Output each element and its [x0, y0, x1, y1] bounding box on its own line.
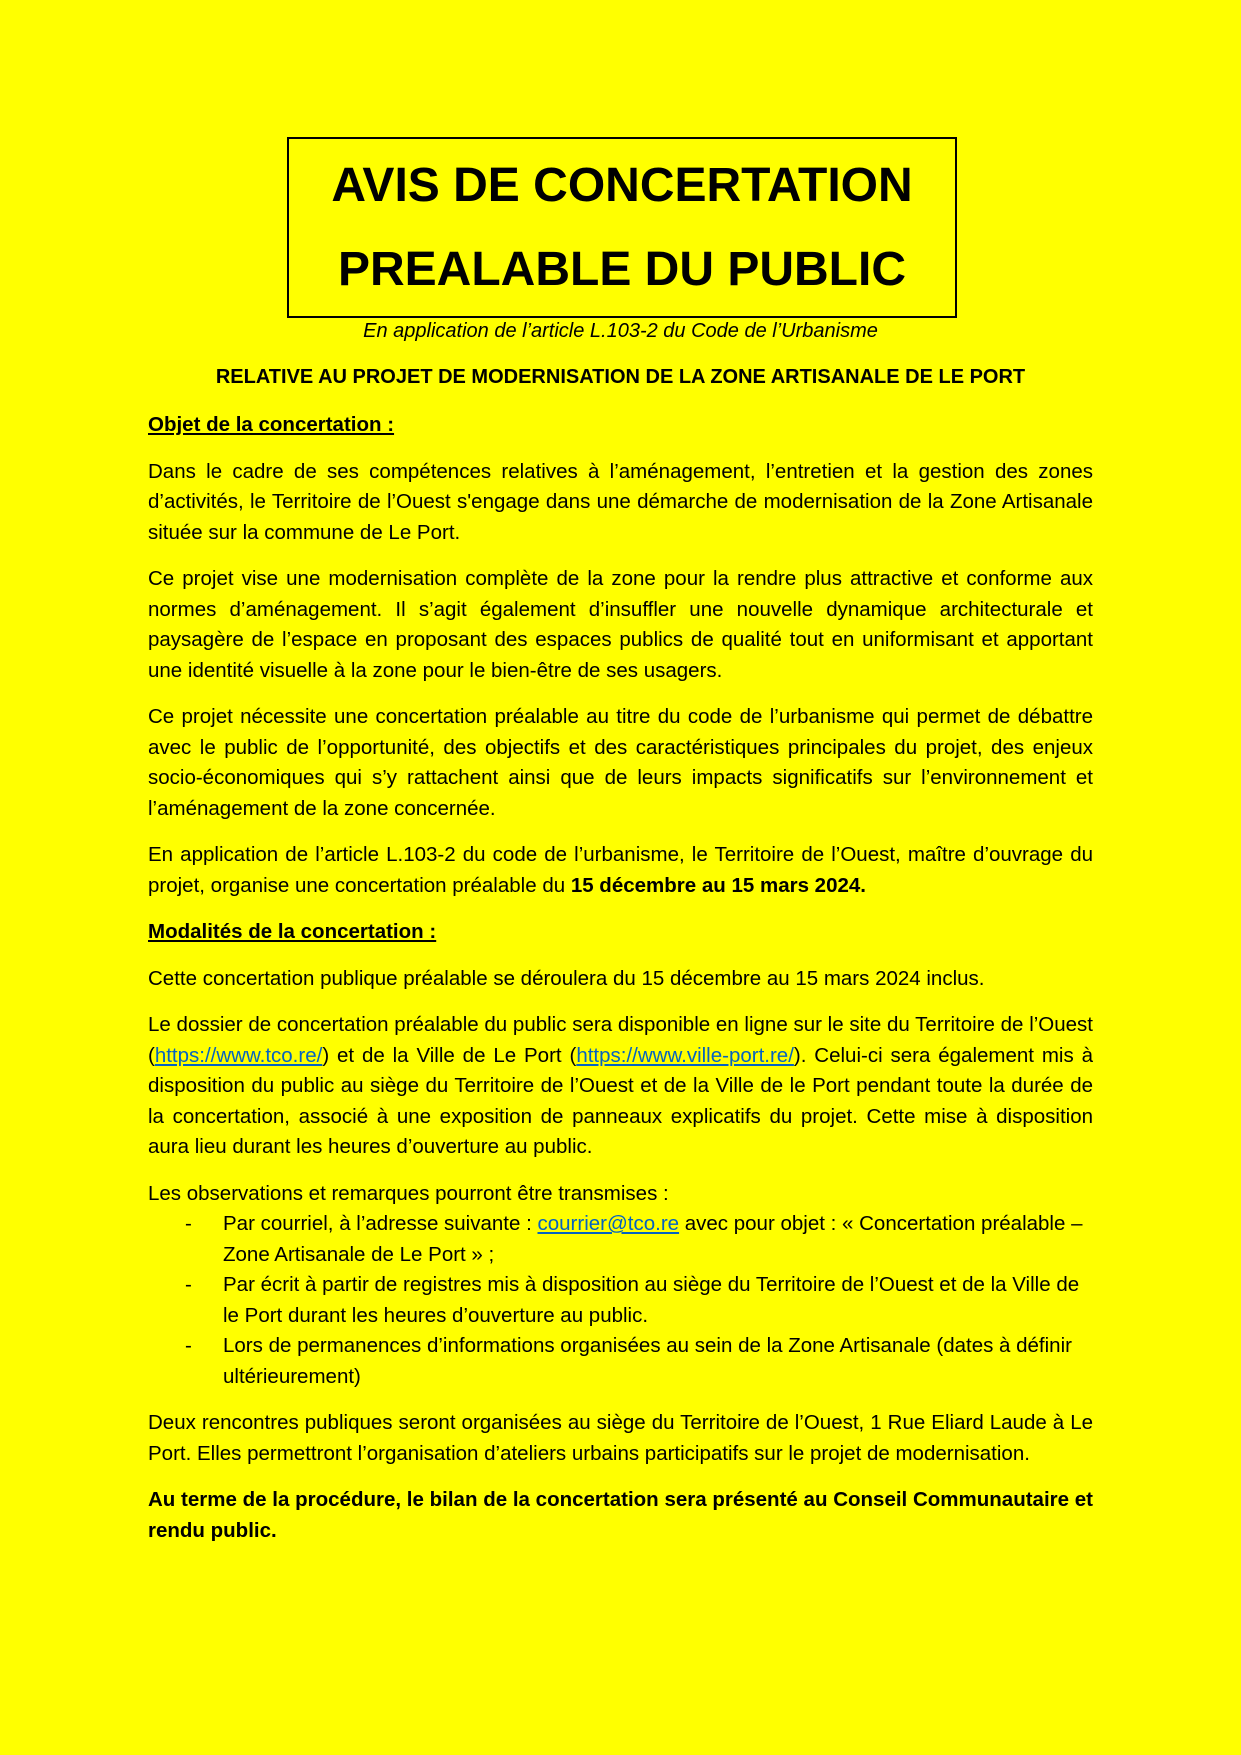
paragraph-period: Cette concertation publique préalable se déroulera du 15 décembre au 15 mars 2024 inclus.: [148, 966, 985, 990]
ville-port-website-link[interactable]: https://www.ville-port.re/: [576, 1043, 794, 1067]
title-line-2: PREALABLE DU PUBLIC: [337, 242, 906, 296]
paragraph-context: Dans le cadre de ses compétences relatives à l’aménagement, l’entretien et la gestion des zones d’activités, le Territoire de l’Ouest s'engage dans une démarche de modernisation de la Zone Artisanale située sur la commune de Le Port.: [148, 459, 1093, 544]
paragraph-project-goal: Ce projet vise une modernisation complète de la zone pour la rendre plus attractive et conforme aux normes d’aménagement. Il s’agit également d’insuffler une nouvelle dynamique architecturale et paysagère de l’espace en proposant des espaces publics de qualité tout en uniformisant et apportant une identité visuelle à la zone pour le bien-être de ses usagers.: [148, 567, 1093, 682]
title-line-1: AVIS DE CONCERTATION: [331, 158, 913, 212]
title-box: [287, 137, 957, 318]
submission-methods-list: [148, 1209, 1093, 1392]
notice-body: [148, 410, 1093, 1562]
email-text-1: Par courriel, à l’adresse suivante :: [223, 1212, 538, 1235]
dash-bullet: -: [185, 1273, 192, 1296]
list-item-registres: [148, 1270, 1093, 1331]
project-title: RELATIVE AU PROJET DE MODERNISATION DE LA ZONE ARTISANALE DE LE PORT: [215, 366, 1026, 388]
legal-reference: En application de l’article L.103-2 du Code de l’Urbanisme: [363, 320, 878, 342]
paragraph-concertation-dates: [148, 840, 1093, 901]
email-text-2: avec pour objet : « Concertation préalable – Zone Artisanale de Le Port » ;: [223, 1212, 1083, 1266]
section-heading-objet: Objet de la concertation :: [148, 413, 395, 436]
list-item-permanences: [148, 1331, 1093, 1392]
paragraph-dossier: [148, 1010, 1093, 1163]
paragraph-concertation-need: Ce projet nécessite une concertation préalable au titre du code de l’urbanisme qui permet de débattre avec le public de l’opportunité, des objectifs et des caractéristiques principales du projet, des enjeux socio-économiques qui s’y rattachent ainsi que de leurs impacts significatifs sur l’environnement et l’aménagement de la zone concernée.: [148, 705, 1093, 820]
permanences-text: Lors de permanences d’informations organisées au sein de la Zone Artisanale (dates à définir ultérieurement): [223, 1334, 1072, 1388]
email-link[interactable]: courrier@tco.re: [537, 1212, 680, 1235]
dates-bold: 15 décembre au 15 mars 2024.: [570, 873, 866, 897]
list-item-email: [148, 1209, 1093, 1270]
dash-bullet: -: [185, 1334, 192, 1357]
paragraph-closing: [148, 1485, 1093, 1546]
tco-website-link[interactable]: https://www.tco.re/: [154, 1043, 323, 1067]
list-intro: Les observations et remarques pourront être transmises :: [148, 1181, 669, 1205]
dossier-text-3: ). Celui-ci sera également mis à disposition du public au siège du Territoire de l’Ouest et de la Ville de le Port pendant toute la durée de la concertation, associé à une exposition de panneaux explicatifs du projet. Cette mise à disposition aura lieu durant les heures d’ouverture au public.: [148, 1043, 1093, 1158]
dates-text: En application de l’article L.103-2 du code de l’urbanisme, le Territoire de l’Ouest, maître d’ouvrage du projet, organise une concertation préalable du: [148, 843, 1093, 897]
registres-text: Par écrit à partir de registres mis à disposition au siège du Territoire de l’Ouest et de la Ville de le Port durant les heures d’ouverture au public.: [223, 1273, 1080, 1327]
section-heading-modalites: Modalités de la concertation :: [148, 920, 437, 943]
dossier-text-2: ) et de la Ville de Le Port (: [322, 1043, 577, 1067]
closing-bold: Au terme de la procédure, le bilan de la concertation sera présenté au Conseil Communautaire et rendu public.: [148, 1488, 1093, 1542]
paragraph-public-meetings: Deux rencontres publiques seront organisées au siège du Territoire de l’Ouest, 1 Rue Eliard Laude à Le Port. Elles permettront l’organisation d’ateliers urbains participatifs sur le projet de modernisation.: [148, 1411, 1093, 1465]
dash-bullet: -: [185, 1212, 192, 1235]
dossier-text-1: Le dossier de concertation préalable du public sera disponible en ligne sur le site du Territoire de l’Ouest (: [148, 1013, 1093, 1067]
